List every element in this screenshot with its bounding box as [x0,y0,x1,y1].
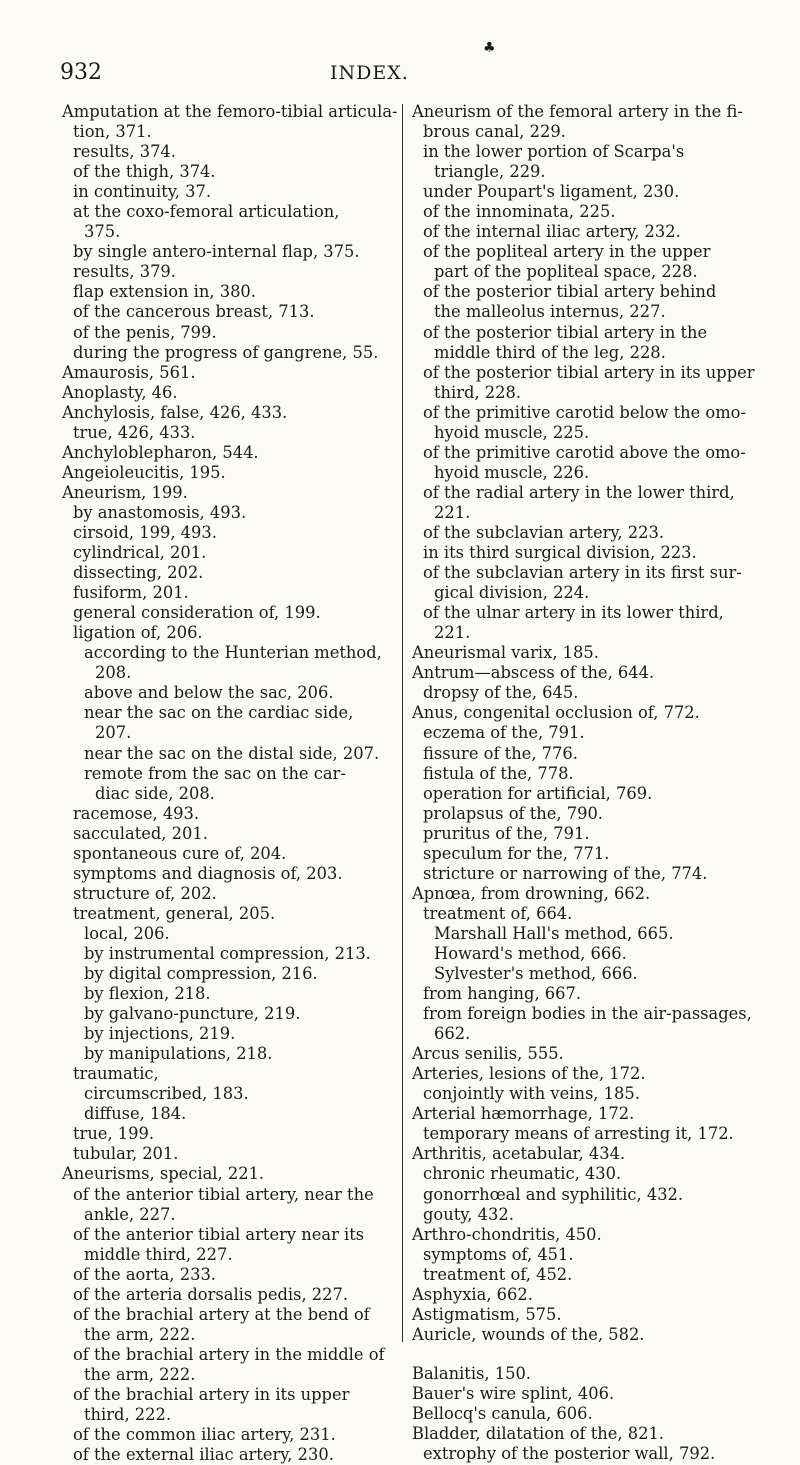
index-entry-line: gouty, 432. [423,1204,514,1224]
index-entry-line: 662. [434,1024,471,1044]
index-entry-line: sacculated, 201. [73,823,208,843]
index-entry [412,1245,746,1265]
index-entry-line: treatment, general, 205. [73,903,276,923]
index-entry [412,1004,752,1044]
index-entry-line: stricture or narrowing of the, 774. [423,863,708,883]
index-entry [62,383,392,403]
index-entry-line: speculum for the, 771. [423,843,610,863]
index-entry-line: of the brachial artery in its upper [73,1385,350,1404]
index-entry [412,1384,746,1404]
index-entry [412,182,746,202]
index-entry-line: of the posterior tibial artery in the [423,322,708,342]
index-entry [62,1265,392,1285]
index-entry-line: eczema of the, 791. [423,723,585,743]
index-entry-line: middle third, 227. [84,1244,233,1264]
index-entry [412,1064,746,1084]
index-entry-line: treatment of, 664. [423,903,573,923]
index-entry-line: cirsoid, 199, 493. [73,522,217,542]
index-entry-line: dissecting, 202. [73,563,204,583]
index-entry [412,784,746,804]
index-entry [412,543,746,563]
index-entry [412,744,746,764]
index-entry-line: of the ulnar artery in its lower third, [423,603,724,623]
index-entry [62,343,392,363]
index-entry-line: 207. [95,723,132,743]
index-entry [62,483,392,503]
index-entry [412,1124,746,1144]
index-entry-line: Anoplasty, 46. [62,382,178,402]
index-entry [62,423,392,443]
index-entry-line: of the aorta, 233. [73,1264,216,1284]
index-entry [62,824,392,844]
index-column-left [62,102,398,1465]
index-entry-line: Auricle, wounds of the, 582. [412,1324,645,1344]
index-entry-line: results, 374. [73,142,176,162]
index-entry [62,443,392,463]
index-entry-line: Marshall Hall's method, 665. [434,923,674,943]
index-entry-line: temporary means of arresting it, 172. [423,1124,734,1144]
index-entry [412,362,755,403]
index-entry-line: of the cancerous breast, 713. [73,302,315,322]
index-entry-line: Howard's method, 666. [434,943,627,963]
index-entry [62,403,392,423]
index-entry-line: 221. [434,623,471,643]
index-entry-line: circumscribed, 183. [84,1084,249,1104]
index-entry [62,884,392,904]
index-entry-line: near the sac on the distal side, 207. [84,743,380,763]
index-entry-line: remote from the sac on the car- [84,763,346,783]
index-entry-line: chronic rheumatic, 430. [423,1164,622,1184]
index-entry-line: ankle, 227. [84,1204,176,1224]
index-entry [62,323,392,343]
index-entry [62,1024,392,1044]
index-entry-line: Amputation at the femoro-tibial articula- [62,102,398,121]
index-entry [412,142,746,182]
index-entry-line: structure of, 202. [73,883,217,903]
index-entry-line: of the primitive carotid above the omo- [423,442,746,462]
index-entry [62,242,392,262]
index-entry-line: symptoms of, 451. [423,1244,574,1264]
index-entry-line: true, 426, 433. [73,422,196,442]
index-entry-line: of the penis, 799. [73,322,217,342]
index-entry-line: by instrumental compression, 213. [84,943,371,963]
index-entry [62,1185,392,1225]
page-title: INDEX. [330,62,409,84]
index-entry [412,323,746,363]
index-entry [62,623,392,643]
index-entry [62,302,392,322]
index-entry-line: conjointly with veins, 185. [423,1084,640,1104]
index-entry [62,844,392,864]
index-entry-line: spontaneous cure of, 204. [73,843,287,863]
index-entry [412,1325,746,1345]
index-entry-line: of the arteria dorsalis pedis, 227. [73,1284,349,1304]
index-entry-line: flap extension in, 380. [73,282,256,302]
index-entry-line: Arterial hæmorrhage, 172. [412,1104,635,1124]
index-entry [412,1205,746,1225]
index-entry-line: near the sac on the cardiac side, [84,703,354,723]
index-entry [62,1285,392,1305]
index-entry-line: of the posterior tibial artery in its upper [423,362,755,382]
index-entry [412,1285,746,1305]
index-entry [62,1385,392,1425]
index-entry [62,543,392,563]
index-entry-line: by digital compression, 216. [84,964,318,984]
index-entry-line: of the innominata, 225. [423,202,616,222]
index-entry-line: Aneurism of the femoral artery in the fi- [412,102,743,121]
index-entry-line: treatment of, 452. [423,1264,573,1284]
index-entry [412,984,746,1004]
index-entry-line: during the progress of gangrene, 55. [73,342,379,362]
column-divider [402,104,403,1342]
index-entry [62,1144,392,1164]
index-entry-line: racemose, 493. [73,803,200,823]
index-entry-line: of the brachial artery in the middle of [73,1344,385,1364]
index-entry [412,924,746,944]
index-entry [62,683,392,703]
index-entry-line: 375. [84,222,121,242]
index-entry [62,984,392,1004]
index-entry [62,904,392,924]
index-entry-line: dropsy of the, 645. [423,683,579,703]
index-entry [62,262,392,282]
index-entry [62,563,392,583]
index-entry-line: Arthro-chondritis, 450. [412,1224,602,1244]
index-entry-line: of the brachial artery at the bend of [73,1304,370,1324]
index-entry [62,1064,392,1084]
index-entry-line: Sylvester's method, 666. [434,964,638,984]
index-entry-line: according to the Hunterian method, [84,643,382,663]
index-entry-line: Anus, congenital occlusion of, 772. [412,703,700,723]
index-entry-line: of the subclavian artery, 223. [423,522,664,542]
index-entry [412,844,746,864]
index-entry-line: from hanging, 667. [423,984,582,1004]
index-entry-line: fistula of the, 778. [423,763,574,783]
index-entry [412,443,746,483]
index-entry-line: in continuity, 37. [73,182,212,202]
index-entry-line: by manipulations, 218. [84,1044,273,1064]
printer-mark: ♣ [483,40,496,56]
index-entry [412,1144,746,1164]
index-entry-line: Antrum—abscess of the, 644. [412,663,655,683]
index-entry-line: Arteries, lesions of the, 172. [412,1064,646,1084]
index-entry [412,1185,746,1205]
index-entry-line: by injections, 219. [84,1024,236,1044]
index-entry [62,202,392,242]
index-entry [412,603,746,643]
index-entry-line: above and below the sac, 206. [84,683,334,703]
index-entry [412,723,746,743]
index-entry [412,1444,746,1464]
index-entry [412,804,746,824]
index-entry-line: 221. [434,502,471,522]
index-entry-line: Aneurism, 199. [62,482,188,502]
index-entry [62,1044,392,1064]
index-entry-line: fusiform, 201. [73,583,189,603]
index-entry [412,1265,746,1285]
index-entry-line: third, 222. [84,1405,172,1425]
index-column-right [412,102,755,1464]
index-entry [62,964,392,984]
index-entry-line: of the posterior tibial artery behind [423,282,717,302]
index-entry [62,744,392,764]
index-entry [62,503,392,523]
index-entry [62,1225,392,1265]
index-entry-line: the arm, 222. [84,1324,196,1344]
index-entry [62,1425,392,1445]
index-entry [412,824,746,844]
index-entry [62,804,392,824]
index-entry-line: of the internal iliac artery, 232. [423,222,681,242]
index-entry [62,1084,392,1104]
index-entry-line: local, 206. [84,923,170,943]
index-entry [62,142,392,162]
index-entry [412,764,746,784]
index-entry-line: gonorrhœal and syphilitic, 432. [423,1184,684,1204]
index-entry-line: Bellocq's canula, 606. [412,1404,593,1423]
index-entry-line: Astigmatism, 575. [412,1304,562,1324]
index-entry-line: prolapsus of the, 790. [423,803,603,823]
index-entry-line: of the common iliac artery, 231. [73,1425,336,1445]
index-entry [412,282,746,322]
index-entry [62,523,392,543]
index-entry [412,904,746,924]
index-entry-line: Angeioleucitis, 195. [62,462,226,482]
index-entry-line: of the popliteal artery in the upper [423,242,711,262]
index-entry [412,1104,746,1124]
index-entry-line: 208. [95,663,132,683]
index-entry-line: under Poupart's ligament, 230. [423,182,680,202]
index-entry-line: Asphyxia, 662. [412,1284,533,1304]
index-entry-line: Aneurismal varix, 185. [412,643,599,663]
index-entry [412,1084,746,1104]
index-entry-line: part of the popliteal space, 228. [434,262,698,282]
index-entry-line: third, 228. [434,382,522,402]
index-entry-line: middle third of the leg, 228. [434,342,666,362]
index-entry-line: diffuse, 184. [84,1104,187,1124]
index-entry-line: of the anterior tibial artery, near the [73,1184,374,1204]
index-entry-line: of the primitive carotid below the omo- [423,402,746,422]
index-entry [412,1305,746,1325]
index-entry-line: the malleolus internus, 227. [434,302,666,322]
index-entry [62,182,392,202]
index-entry-line: results, 379. [73,262,176,282]
index-entry [62,643,392,683]
index-entry [412,222,746,242]
index-entry-line: in its third surgical division, 223. [423,543,697,563]
index-entry [412,703,746,723]
index-entry-line: Aneurisms, special, 221. [62,1164,265,1184]
index-entry-line: by galvano-puncture, 219. [84,1004,301,1024]
index-entry-line: Bauer's wire splint, 406. [412,1383,615,1403]
index-entry [62,162,392,182]
index-entry [62,1004,392,1024]
index-entry [62,463,392,483]
index-entry [412,1364,746,1384]
index-entry-line: pruritus of the, 791. [423,823,590,843]
index-entry-line: Balanitis, 150. [412,1363,531,1383]
index-entry [412,242,746,282]
page-header [0,60,800,96]
index-entry-line: true, 199. [73,1124,155,1144]
index-entry-line: by single antero-internal flap, 375. [73,242,360,262]
index-entry [412,884,746,904]
index-entry [62,944,392,964]
index-entry-line: from foreign bodies in the air-passages, [423,1004,752,1024]
index-entry [412,964,746,984]
index-entry-line: Apnœa, from drowning, 662. [412,883,651,903]
index-entry-line: in the lower portion of Scarpa's [423,142,685,162]
index-entry-line: of the thigh, 374. [73,162,216,182]
index-entry [412,643,746,663]
index-entry [412,1225,746,1245]
index-entry [62,764,392,804]
index-entry-line: general consideration of, 199. [73,603,321,623]
index-entry-line: hyoid muscle, 226. [434,462,590,482]
index-entry-line: symptoms and diagnosis of, 203. [73,863,343,883]
index-entry [62,1305,392,1345]
index-entry-line: ligation of, 206. [73,623,203,643]
index-entry [412,1044,746,1064]
index-entry-line: of the anterior tibial artery near its [73,1224,365,1244]
index-entry [62,1345,392,1385]
index-entry [62,603,392,623]
index-entry-line: Bladder, dilatation of the, 821. [412,1424,664,1444]
index-entry [62,703,392,743]
index-entry-line: diac side, 208. [95,783,215,803]
index-entry [62,282,392,302]
index-entry [62,583,392,603]
index-entry-line: brous canal, 229. [423,122,566,142]
index-entry [412,1164,746,1184]
index-entry-line: fissure of the, 776. [423,743,578,763]
index-entry-line: tion, 371. [73,122,152,142]
index-entry [412,403,746,443]
index-entry-line: gical division, 224. [434,583,590,603]
index-entry [412,523,746,543]
index-entry [412,1404,746,1424]
index-entry-line: operation for artificial, 769. [423,783,653,803]
index-entry-line: the arm, 222. [84,1364,196,1384]
index-entry [412,864,746,884]
index-entry-line: by anastomosis, 493. [73,502,247,522]
index-entry [412,202,746,222]
index-entry-line: triangle, 229. [434,162,546,182]
index-entry-line: Anchylosis, false, 426, 433. [62,402,288,422]
index-entry-line: Amaurosis, 561. [62,362,196,382]
index-entry-line: of the subclavian artery in its first sur- [423,563,742,583]
index-entry-line: Arcus senilis, 555. [412,1044,564,1064]
index-entry [412,663,746,683]
page-number: 932 [60,60,102,85]
index-entry [62,1104,392,1124]
index-entry [412,483,746,523]
index-entry [412,944,746,964]
index-entry-line: Arthritis, acetabular, 434. [412,1144,626,1164]
index-entry [62,1445,392,1465]
index-entry-line: extrophy of the posterior wall, 792. [423,1444,716,1464]
index-entry [62,102,398,142]
index-entry [412,683,746,703]
index-entry-line: Anchyloblepharon, 544. [62,442,259,462]
index-entry [62,924,392,944]
index-entry-line: cylindrical, 201. [73,543,207,563]
index-entry [412,102,746,142]
index-entry-line: at the coxo-femoral articulation, [73,202,340,222]
index-entry [412,563,746,603]
index-entry-line: by flexion, 218. [84,984,211,1004]
index-entry-line: of the radial artery in the lower third, [423,482,735,502]
index-entry [412,1424,746,1444]
index-entry [62,363,392,383]
index-entry [62,1164,392,1184]
index-entry-line: traumatic, [73,1064,159,1084]
index-entry-line: tubular, 201. [73,1144,179,1164]
index-entry-line: of the external iliac artery, 230. [73,1445,334,1465]
index-entry-line: hyoid muscle, 225. [434,422,590,442]
index-entry [62,864,392,884]
index-entry [62,1124,392,1144]
